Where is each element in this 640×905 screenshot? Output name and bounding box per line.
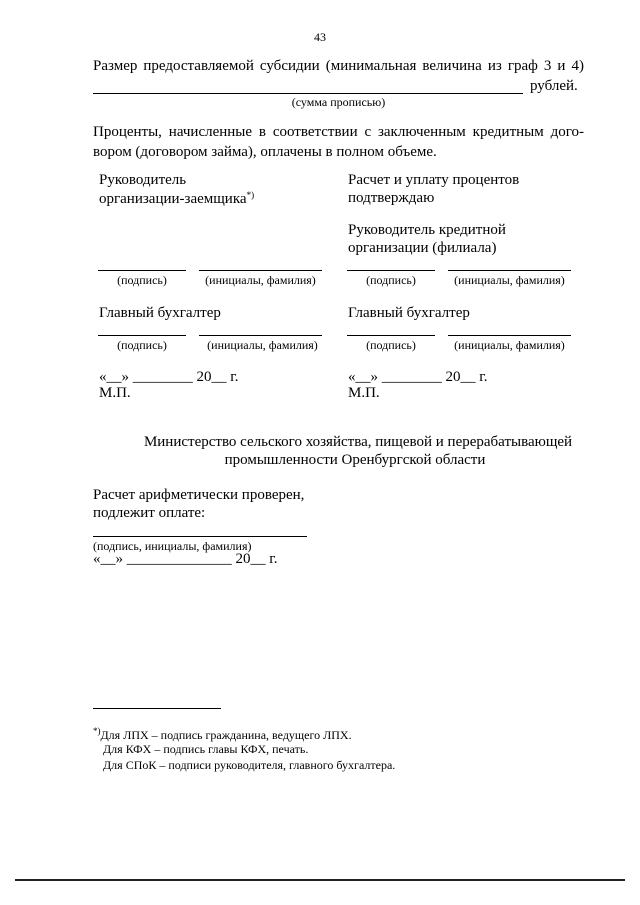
subsidy-currency: рублей. [530, 78, 578, 94]
subsidy-text: Размер предоставляемой субсидии (минимальная величина из граф 3 и 4) [93, 58, 584, 74]
bank-date: «__» ________ 20__ г. [348, 369, 488, 385]
check-date: «__» ______________ 20__ г. [93, 551, 278, 567]
borrower-accountant-initials-caption: (инициалы, фамилия) [207, 338, 318, 352]
borrower-date: «__» ________ 20__ г. [99, 369, 239, 385]
borrower-accountant-title: Главный бухгалтер [99, 305, 221, 321]
interest-text-line1: Проценты, начисленные в соответствии с заключенным кредитным дого- [93, 124, 584, 140]
borrower-accountant-initials-line [199, 335, 322, 336]
check-signature-line [93, 536, 307, 537]
borrower-stamp-place: М.П. [99, 385, 131, 401]
footnote-mark: *) [93, 726, 101, 736]
interest-text-line2: вором (договором займа), оплачены в полном объеме. [93, 144, 437, 160]
check-text-line1: Расчет арифметически проверен, [93, 487, 305, 503]
borrower-accountant-signature-line [98, 335, 186, 336]
borrower-head-title-line1: Руководитель [99, 172, 187, 188]
subsidy-amount-line [93, 93, 523, 94]
bank-head-signature-line [347, 270, 435, 271]
bank-head-initials-caption: (инициалы, фамилия) [454, 273, 565, 287]
footnote-marker: *) [246, 190, 255, 200]
bank-accountant-initials-line [448, 335, 571, 336]
footnote-line3: Для СПоК – подписи руководителя, главного бухгалтера. [103, 758, 396, 772]
footnote-line2: Для КФХ – подпись главы КФХ, печать. [103, 742, 309, 756]
bank-accountant-initials-caption: (инициалы, фамилия) [454, 338, 565, 352]
borrower-head-signature-line [98, 270, 186, 271]
bank-accountant-signature-line [347, 335, 435, 336]
bank-head-signature-caption: (подпись) [366, 273, 416, 287]
page-number: 43 [314, 30, 326, 44]
bank-accountant-title: Главный бухгалтер [348, 305, 470, 321]
check-text-line2: подлежит оплате: [93, 505, 206, 521]
subsidy-caption: (сумма прописью) [291, 95, 386, 109]
ministry-name-line2: промышленности Оренбургской области [224, 452, 486, 468]
footnote-separator [93, 708, 221, 709]
bank-accountant-signature-caption: (подпись) [366, 338, 416, 352]
confirm-title-line1: Расчет и уплату процентов [348, 172, 520, 188]
check-signature-caption: (подпись, инициалы, фамилия) [93, 539, 252, 553]
bank-head-title-line2: организации (филиала) [348, 240, 497, 256]
borrower-head-signature-caption: (подпись) [117, 273, 167, 287]
ministry-name-line1: Министерство сельского хозяйства, пищевой и перерабатывающей [143, 434, 573, 450]
footnote-line1: *)Для ЛПХ – подпись гражданина, ведущего ЛПХ. [93, 726, 352, 742]
page-bottom-edge [15, 879, 625, 881]
borrower-accountant-signature-caption: (подпись) [117, 338, 167, 352]
borrower-head-initials-caption: (инициалы, фамилия) [205, 273, 316, 287]
borrower-head-title-line2: организации-заемщика*) [99, 190, 255, 207]
bank-stamp-place: М.П. [348, 385, 380, 401]
confirm-title-line2: подтверждаю [348, 190, 435, 206]
borrower-head-initials-line [199, 270, 322, 271]
bank-head-initials-line [448, 270, 571, 271]
bank-head-title-line1: Руководитель кредитной [348, 222, 506, 238]
